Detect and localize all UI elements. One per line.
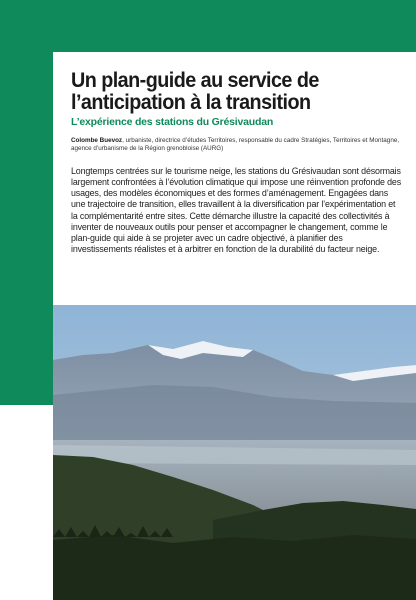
author-byline	[71, 137, 401, 154]
header-green-band	[0, 0, 416, 52]
side-green-band	[0, 52, 53, 405]
article-subtitle: L’expérience des stations du Grésivaudan	[71, 116, 274, 128]
article-text-block	[71, 69, 401, 255]
author-role: , urbaniste, directrice d’études Territoires, responsable du cadre Stratégies, Territoires et Montagne, agence d’urbanisme de la Région grenobloise (AURG)	[71, 137, 400, 153]
title-line-2: l’anticipation à la transition	[71, 90, 311, 114]
foreground-forest	[53, 535, 416, 600]
mountain-landscape-photo	[53, 305, 416, 600]
author-name: Colombe Buevoz	[71, 137, 123, 144]
article-intro: Longtemps centrées sur le tourisme neige, les stations du Grésivaudan sont désormais largement confrontées à l’évolution climatique qui impose une réinvention profonde des usages, des modèles économiques et des formes d’aménagement. Engagées dans une trajectoire de transition, elles travaillent à la diversification par l’expérimentation et la complémentarité entre sites. Cette démarche illustre la capacité des collectivités à inventer de nouveaux outils pour penser et accompagner le changement, comme le plan-guide qui aide à se projeter avec un cadre objectivé, à planifier des investissements réalistes et à arbitrer en fonction de la durabilité du facteur neige.	[71, 165, 401, 255]
title-line-1: Un plan-guide au service de	[71, 68, 319, 92]
article-title	[71, 69, 402, 113]
